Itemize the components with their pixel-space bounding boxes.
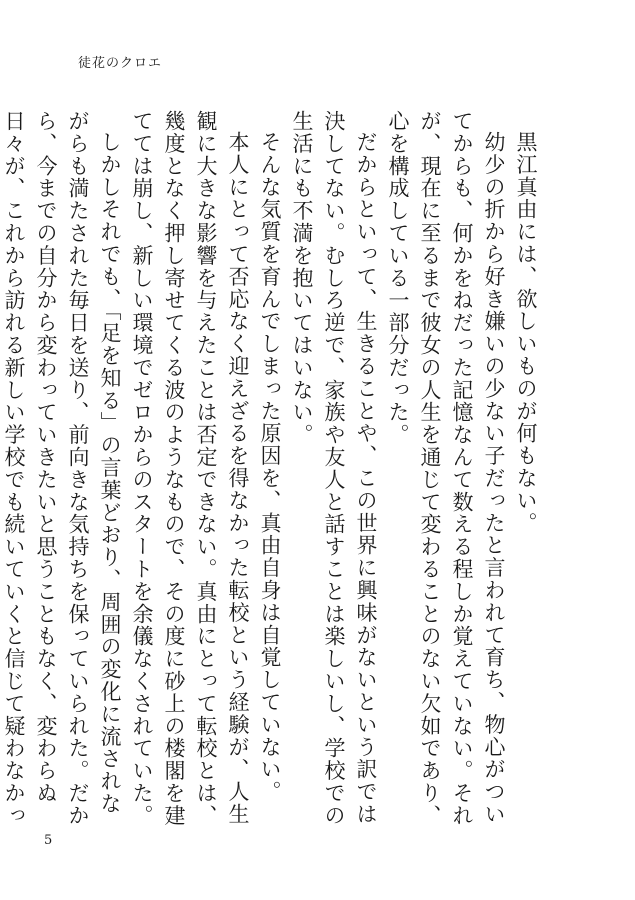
running-header-title: 徒花のクロエ xyxy=(78,56,163,71)
paragraph-2: 幼少の折から好き嫌いの少ない子だったと言われて育ち、物心がついてからも、何かをねだった記憶なんて数える程しか覚えていない。それが、現在に至るまで彼女の人生を通じて変わることのない欠如であり、心を構成している一部分だった。 xyxy=(386,110,506,827)
vertical-text-body xyxy=(2,110,542,830)
paragraph-6: しかしそれでも、「足を知る」の言葉どおり、周囲の変化に流されながらも満たされた毎日を送り、前向きな気持ちを保っていられた。だから、今までの自分から変わっていきたいと思うこともなく、変わらぬ日々が、これから訪れる新しい学校でも続いていくと信じて疑わなかっ xyxy=(2,110,122,827)
paragraph-1: 黒江真由には、欲しいものが何もない。 xyxy=(514,131,538,535)
paragraph-3: だからといって、生きることや、この世界に興味がないという訳では決してない。むしろ逆で、家族や友人と話すことは楽しいし、学校での生活にも不満を抱いてはいない。 xyxy=(290,110,378,827)
page-number: 5 xyxy=(44,833,53,848)
paragraph-5: 本人にとって否応なく迎えざるを得なかった転校という経験が、人生観に大きな影響を与えたことは否定できない。真由にとって転校とは、幾度となく押し寄せてくる波のようなもので、その度に砂上の楼閣を建てては崩し、新しい環境でゼロからのスタートを余儀なくされていた。 xyxy=(130,110,250,827)
paragraph-4: そんな気質を育んでしまった原因を、真由自身は自覚していない。 xyxy=(258,131,282,803)
